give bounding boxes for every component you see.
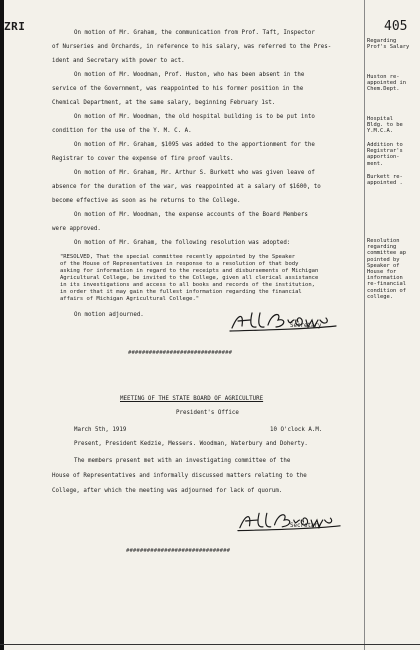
margin-note-hospital: Hospital Bldg. to be Y.M.C.A. <box>367 116 403 135</box>
adjourned-text: On motion adjourned. <box>74 312 144 318</box>
paragraph-line: were approved. <box>52 226 101 232</box>
paragraph-line: On motion of Mr. Woodman, Prof. Huston, who has been absent in the <box>74 72 305 78</box>
resolution-line: in order that it may gain the fullest information regarding the financial <box>60 289 302 295</box>
secretary-signature <box>236 508 342 534</box>
margin-note-resolution: Resolution regarding committee ap pointed by Speaker of House for information re-financial condition of college. <box>367 238 406 300</box>
attendance-line: Present, President Kedzie, Messers. Woodman, Waterbury and Doherty. <box>74 441 308 447</box>
secretary-signature <box>228 308 338 334</box>
resolution-line: Agricultural College, be invited to the College, given all clerical assistance <box>60 275 319 281</box>
bottom-rule <box>0 644 420 645</box>
paragraph-line: On motion of Mr. Graham, the communication from Prof. Taft, Inspector <box>74 30 315 36</box>
paragraph-line: House of Representatives and informally discussed matters relating to the <box>52 473 307 479</box>
margin-note-burkett: Burkett re- appointed . <box>367 174 403 187</box>
resolution-line: affairs of Michigan Agricultural College." <box>60 296 200 302</box>
meeting-location: President's Office <box>176 410 239 416</box>
margin-note-huston: Huston re- appointed in Chem.Dept. <box>367 74 406 93</box>
paragraph-line: absence for the duration of the war, was reappointed at a salary of $1600, to <box>52 184 321 190</box>
paragraph-line: On motion of Mr. Graham, $1095 was added to the apportionment for the <box>74 142 315 148</box>
resolution-line: of the House of Representatives in response to a resolution of that body <box>60 261 299 267</box>
secretary-label: Secretary <box>290 323 322 329</box>
margin-identifier: ZRI <box>4 20 26 33</box>
paragraph-line: The members present met with an investigating committee of the <box>74 458 291 464</box>
margin-note-registrar: Addition to Registrar's apportion- ment. <box>367 142 403 167</box>
paragraph-line: On motion of Mr. Woodman, the expense accounts of the Board Members <box>74 212 308 218</box>
margin-note-salary: Regarding Prof's Salary <box>367 38 410 51</box>
paragraph-line: Registrar to cover the expense of fire proof vaults. <box>52 156 234 162</box>
paragraph-line: On motion of Mr. Woodman, the old hospital building is to be put into <box>74 114 315 120</box>
paragraph-line: ident and Secretary with power to act. <box>52 58 185 64</box>
paragraph-line: College, after which the meeting was adjourned for lack of quorum. <box>52 488 283 494</box>
margin-rule <box>364 0 365 650</box>
resolution-line: "RESOLVED, That the special committee recently appointed by the Speaker <box>60 254 296 260</box>
paragraph-line: of Nurseries and Orchards, in reference to his salary, was referred to the Pres- <box>52 44 332 50</box>
secretary-label: Secretary <box>290 523 322 529</box>
meeting-time: 10 O'clock A.M. <box>270 427 323 433</box>
paragraph-line: Chemical Department, at the same salary, beginning February 1st. <box>52 100 276 106</box>
page-number: 405 <box>384 19 408 34</box>
binding-edge <box>0 0 4 650</box>
resolution-line: asking for information in regard to the receipts and disbursements of Michigan <box>60 268 319 274</box>
separator: ############################## <box>128 350 233 356</box>
paragraph-line: service of the Government, was reappointed to his former position in the <box>52 86 304 92</box>
paragraph-line: On motion of Mr. Graham, Mr. Arthur S. Burkett who was given leave of <box>74 170 315 176</box>
meeting-title: MEETING OF THE STATE BOARD OF AGRICULTURE <box>120 396 264 402</box>
paragraph-line: become effective as soon as he returns to the College. <box>52 198 241 204</box>
meeting-date: March 5th, 1919 <box>74 427 127 433</box>
paragraph-line: condition for the use of the Y. M. C. A. <box>52 128 192 134</box>
paragraph-line: On motion of Mr. Graham, the following resolution was adopted: <box>74 240 291 246</box>
separator: ############################## <box>126 548 231 554</box>
resolution-line: in its investigations and access to all books and records of the institution, <box>60 282 315 288</box>
